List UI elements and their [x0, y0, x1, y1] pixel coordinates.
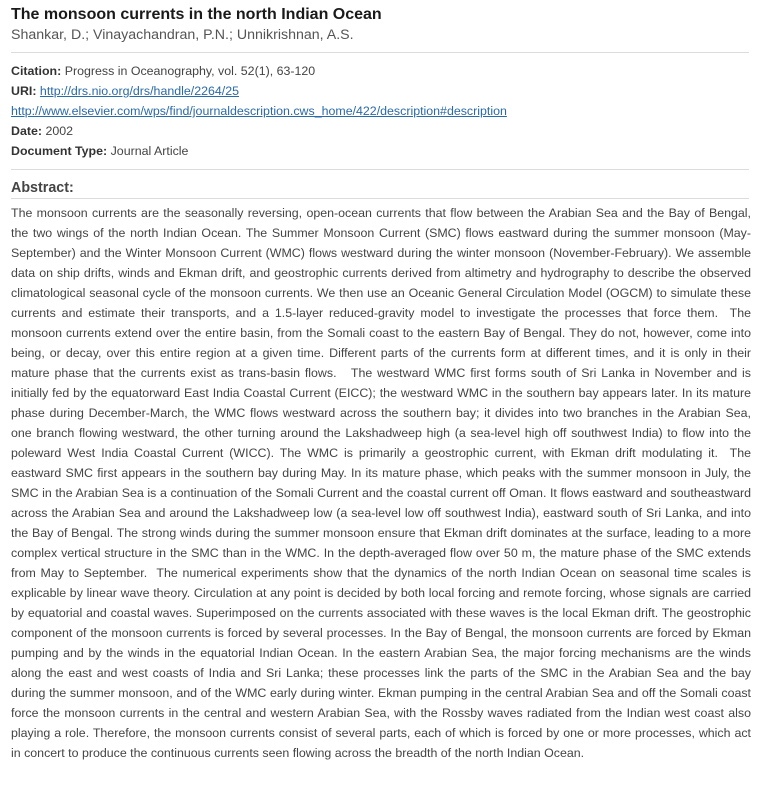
handle-uri-link[interactable]: http://drs.nio.org/drs/handle/2264/25: [39, 84, 239, 98]
abstract-text: The monsoon currents are the seasonally reversing, open-ocean currents that flow between the Arabian Sea and the Bay of Bengal, the two wings of the north Indian Ocean. The Summer Monsoon Current (SMC) flows eastward during the summer monsoon (May-September) and the Winter Monsoon Current (WMC) flows westward during the winter monsoon (November-February). We assemble data on ship drifts, winds and Ekman drift, and geostrophic currents derived from altimetry and hydrography to describe the observed climatological seasonal cycle of the monsoon currents. We then use an Oceanic General Circulation Model (OGCM) to simulate these currents and estimate their transports, and a 1.5-layer reduced-gravity model to investigate the processes that force them. The monsoon currents extend over the entire basin, from the Somali coast to the eastern Bay of Bengal. They do not, however, come into being, or decay, over this entire region at a given time. Different parts of the currents form at different times, and it is only in their mature phase that the currents exist as trans-basin flows. The westward WMC first forms south of Sri Lanka in November and is initially fed by the equatorward East India Coastal Current (EICC); the westward WMC in the southern bay appears later. In its mature phase during December-March, the WMC flows westward across the southern bay; it divides into two branches in the Arabian Sea, one branch flowing westward, the other turning around the Lakshadweep high (a sea-level high off southwest India) to flow into the poleward West India Coastal Current (WICC). The WMC is primarily a geostrophic current, with Ekman drift modulating it. The eastward SMC first appears in the southern bay during May. In its mature phase, which peaks with the summer monsoon in July, the SMC in the Arabian Sea is a continuation of the Somali Current and the coastal current off Oman. It flows eastward and southeastward across the Arabian Sea and around the Lakshadweep low (a sea-level low off southwest India), eastward south of Sri Lanka, and into the Bay of Bengal. The strong winds during the summer monsoon ensure that Ekman drift dominates at the surface, leading to a more complex vertical structure in the SMC than in the WMC. In the depth-averaged flow over 50 m, the mature phase of the SMC extends from May to September. The numerical experiments show that the dynamics of the north Indian Ocean on seasonal time scales is explicable by linear wave theory. Circulation at any point is decided by both local forcing and remote forcing, whose signals are carried by equatorial and coastal waves. Superimposed on the currents associated with these waves is the local Ekman drift. The geostrophic component of the monsoon currents is forced by several processes. In the Bay of Bengal, the monsoon currents are forced by Ekman pumping and by the winds in the equatorial Indian Ocean. In the eastern Arabian Sea, the major forcing mechanisms are the winds along the east and west coasts of India and Sri Lanka; these processes link the parts of the SMC in the Arabian Sea and the bay during the summer monsoon, and of the WMC early during winter. Ekman pumping in the central Arabian Sea and off the Somali coast force the monsoon currents in the central and western Arabian Sea, with the Rossby waves radiated from the Indian west coast also playing a role. Therefore, the monsoon currents consist of several parts, each of which is forced by one or more processes, which act in concert to produce the continuous currents seen flowing across the breadth of the north Indian Ocean.: [11, 206, 755, 760]
abstract-heading: Abstract:: [11, 179, 749, 199]
date-value: 2002: [45, 124, 74, 138]
citation-label: Citation:: [11, 64, 62, 78]
record-title: The monsoon currents in the north Indian Ocean: [11, 6, 382, 23]
citation-value: Progress in Oceanography, vol. 52(1), 63-120: [64, 64, 316, 78]
document-type-value: Journal Article: [110, 144, 189, 158]
date-row: [11, 121, 751, 141]
date-label: Date:: [11, 124, 42, 138]
record-authors: Shankar, D.; Vinayachandran, P.N.; Unnikrishnan, A.S.: [11, 25, 749, 53]
metadata-block: [11, 61, 751, 161]
uri-row: [11, 81, 751, 101]
uri-label: URI:: [11, 84, 37, 98]
publisher-uri-link[interactable]: http://www.elsevier.com/wps/find/journaldescription.cws_home/422/description#description: [11, 104, 507, 118]
uri-row-2: [11, 101, 751, 121]
citation-row: [11, 61, 751, 81]
document-type-row: [11, 141, 751, 161]
document-type-label: Document Type:: [11, 144, 108, 158]
section-divider: [11, 169, 749, 170]
